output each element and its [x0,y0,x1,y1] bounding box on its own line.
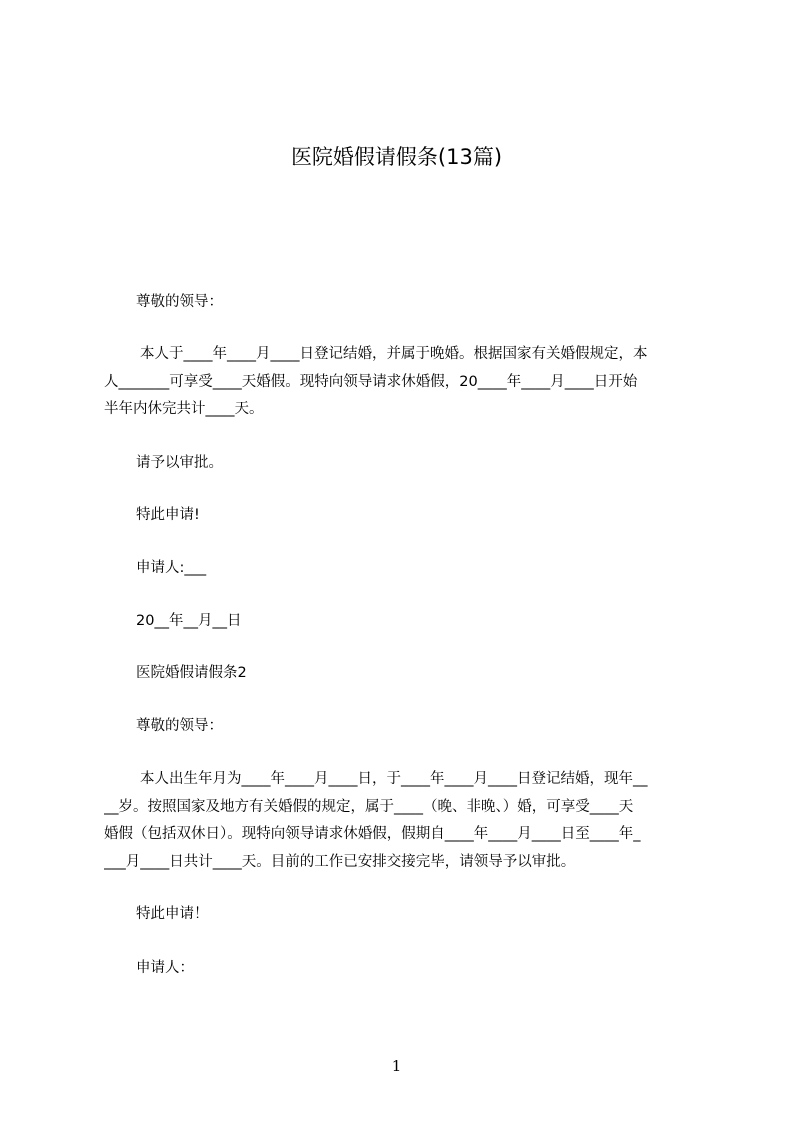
date-line: 20__年__月__日 [136,613,242,629]
section-heading: 医院婚假请假条2 [136,665,247,681]
paragraph-line: 半年内休完共计____天。 [104,401,264,417]
salutation: 尊敬的领导： [136,294,223,310]
approval-request: 请予以审批。 [136,455,223,471]
closing-phrase: 特此申请！ [136,906,209,922]
body-paragraph [104,766,698,876]
page-number: 1 [391,1057,402,1075]
salutation: 尊敬的领导： [136,718,223,734]
paragraph-line: 本人于____年____月____日登记结婚，并属于晚婚。根据国家有关婚假规定，本 [140,346,648,362]
body-paragraph [104,341,698,424]
document-title: 医院婚假请假条(13篇) [290,145,503,169]
applicant-line: 申请人： [136,960,194,976]
closing-phrase: 特此申请! [136,507,200,523]
applicant-line: 申请人:___ [136,560,207,576]
paragraph-line: 婚假（包括双休日）。现特向领导请求休婚假，假期自____年____月____日至____年_ [104,826,641,842]
paragraph-line: 本人出生年月为____年____月____日，于____年____月____日登记结婚，现年__ [140,771,648,787]
paragraph-line: __岁。按照国家及地方有关婚假的规定，属于____（晚、非晚、）婚，可享受____天 [104,798,634,815]
paragraph-line: 人_______可享受____天婚假。现特向领导请求休婚假，20____年____月____日开始 [104,373,638,390]
paragraph-line: ___月____日共计____天。目前的工作已安排交接完毕，请领导予以审批。 [104,853,576,870]
